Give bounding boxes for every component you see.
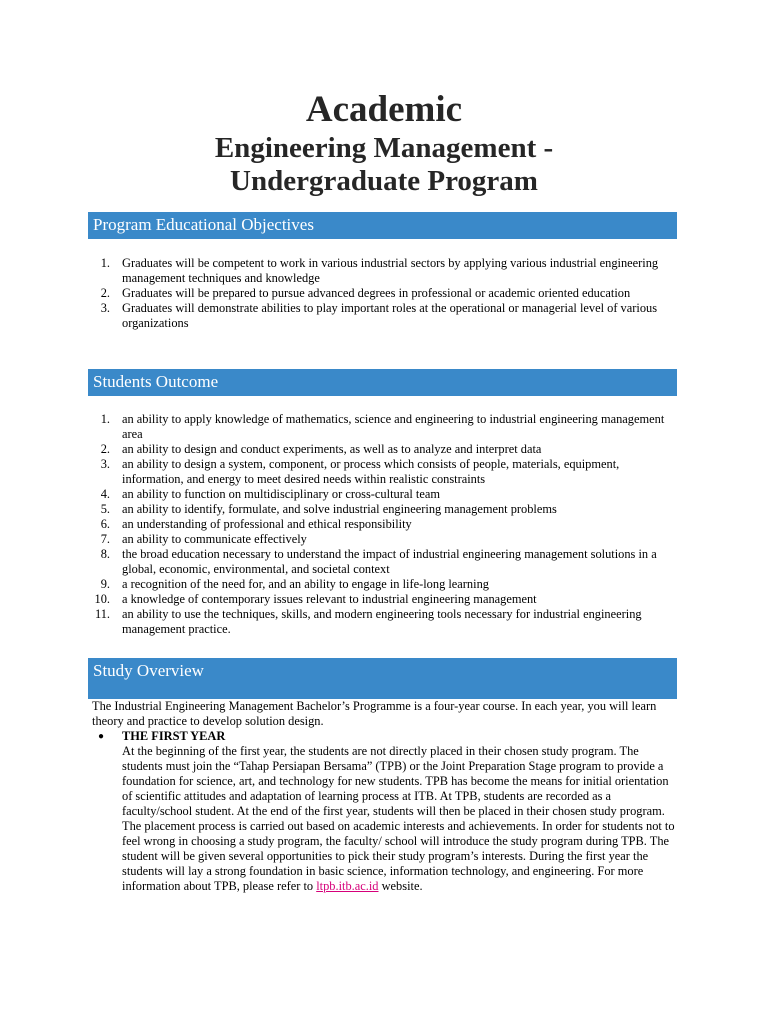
first-year-title: THE FIRST YEAR	[122, 729, 226, 743]
list-item: 9. a recognition of the need for, and an ability to engage in life-long learning	[100, 577, 489, 591]
list-item: 1. an ability to apply knowledge of mathematics, science and engineering to industrial engineering management area	[100, 412, 665, 441]
page-title: Academic	[305, 89, 463, 130]
list-item: 8. the broad education necessary to understand the impact of industrial engineering management solutions in a global, economic, environmental, and societal context	[100, 547, 657, 576]
list-item: 3. Graduates will demonstrate abilities to play important roles at the operational or managerial level of various organizations	[100, 301, 658, 330]
first-year-body: At the beginning of the first year, the students are not directly placed in their chosen study program. The students must join the “Tahap Persiapan Bersama” (TPB) or the Joint Preparation Stage program to provide a foundation for science, art, and technology for new students. TPB has become the means for initial orientation of scientific attitudes and adaptation of learning process at ITB. At TPB, students are recorded as a faculty/school student. At the end of the first year, students will then be placed in their chosen study program. The placement process is carried out based on academic interests and achievements. In order for students not to feel wrong in choosing a study program, the faculty/ school will introduce the study program during TPB. The student will be given several opportunities to pick their study program’s interests. During the first year the students will lay a strong foundation in basic science, information technology, and engineering. For more information about TPB, please refer to ltpb.itb.ac.id website.	[122, 744, 675, 893]
list-item: 11. an ability to use the techniques, skills, and modern engineering tools necessary for industrial engineering management practice.	[94, 607, 642, 636]
list-item: 3. an ability to design a system, component, or process which consists of people, materials, equipment, information, and energy to meet desired needs within realistic constraints	[100, 457, 620, 486]
bullet-icon: ●	[98, 731, 105, 742]
list-item: 2. an ability to design and conduct experiments, as well as to analyze and interpret data	[100, 442, 542, 456]
list-item: 4. an ability to function on multidisciplinary or cross-cultural team	[100, 487, 440, 501]
tpb-link[interactable]: ltpb.itb.ac.id	[316, 879, 379, 893]
list-item: 1. Graduates will be competent to work in various industrial sectors by applying various industrial engineering management techniques and knowledge	[100, 256, 659, 285]
page-subtitle-line-1: Engineering Management -	[214, 132, 554, 164]
list-item: 10. a knowledge of contemporary issues relevant to industrial engineering management	[94, 592, 537, 606]
objectives-list	[88, 256, 678, 331]
section-heading-overview: Study Overview	[88, 658, 677, 699]
overview-intro: The Industrial Engineering Management Bachelor’s Programme is a four-year course. In each year, you will learn theory and practice to develop solution design.	[92, 699, 657, 728]
outcomes-list	[88, 412, 678, 637]
list-item: 2. Graduates will be prepared to pursue advanced degrees in professional or academic oriented education	[100, 286, 631, 300]
page-subtitle-line-2: Undergraduate Program	[230, 165, 538, 197]
section-heading-objectives: Program Educational Objectives	[88, 212, 677, 239]
list-item: 7. an ability to communicate effectively	[100, 532, 307, 546]
list-item: 5. an ability to identify, formulate, and solve industrial engineering management problems	[100, 502, 557, 516]
section-heading-outcomes: Students Outcome	[88, 369, 677, 396]
list-item: 6. an understanding of professional and ethical responsibility	[100, 517, 412, 531]
